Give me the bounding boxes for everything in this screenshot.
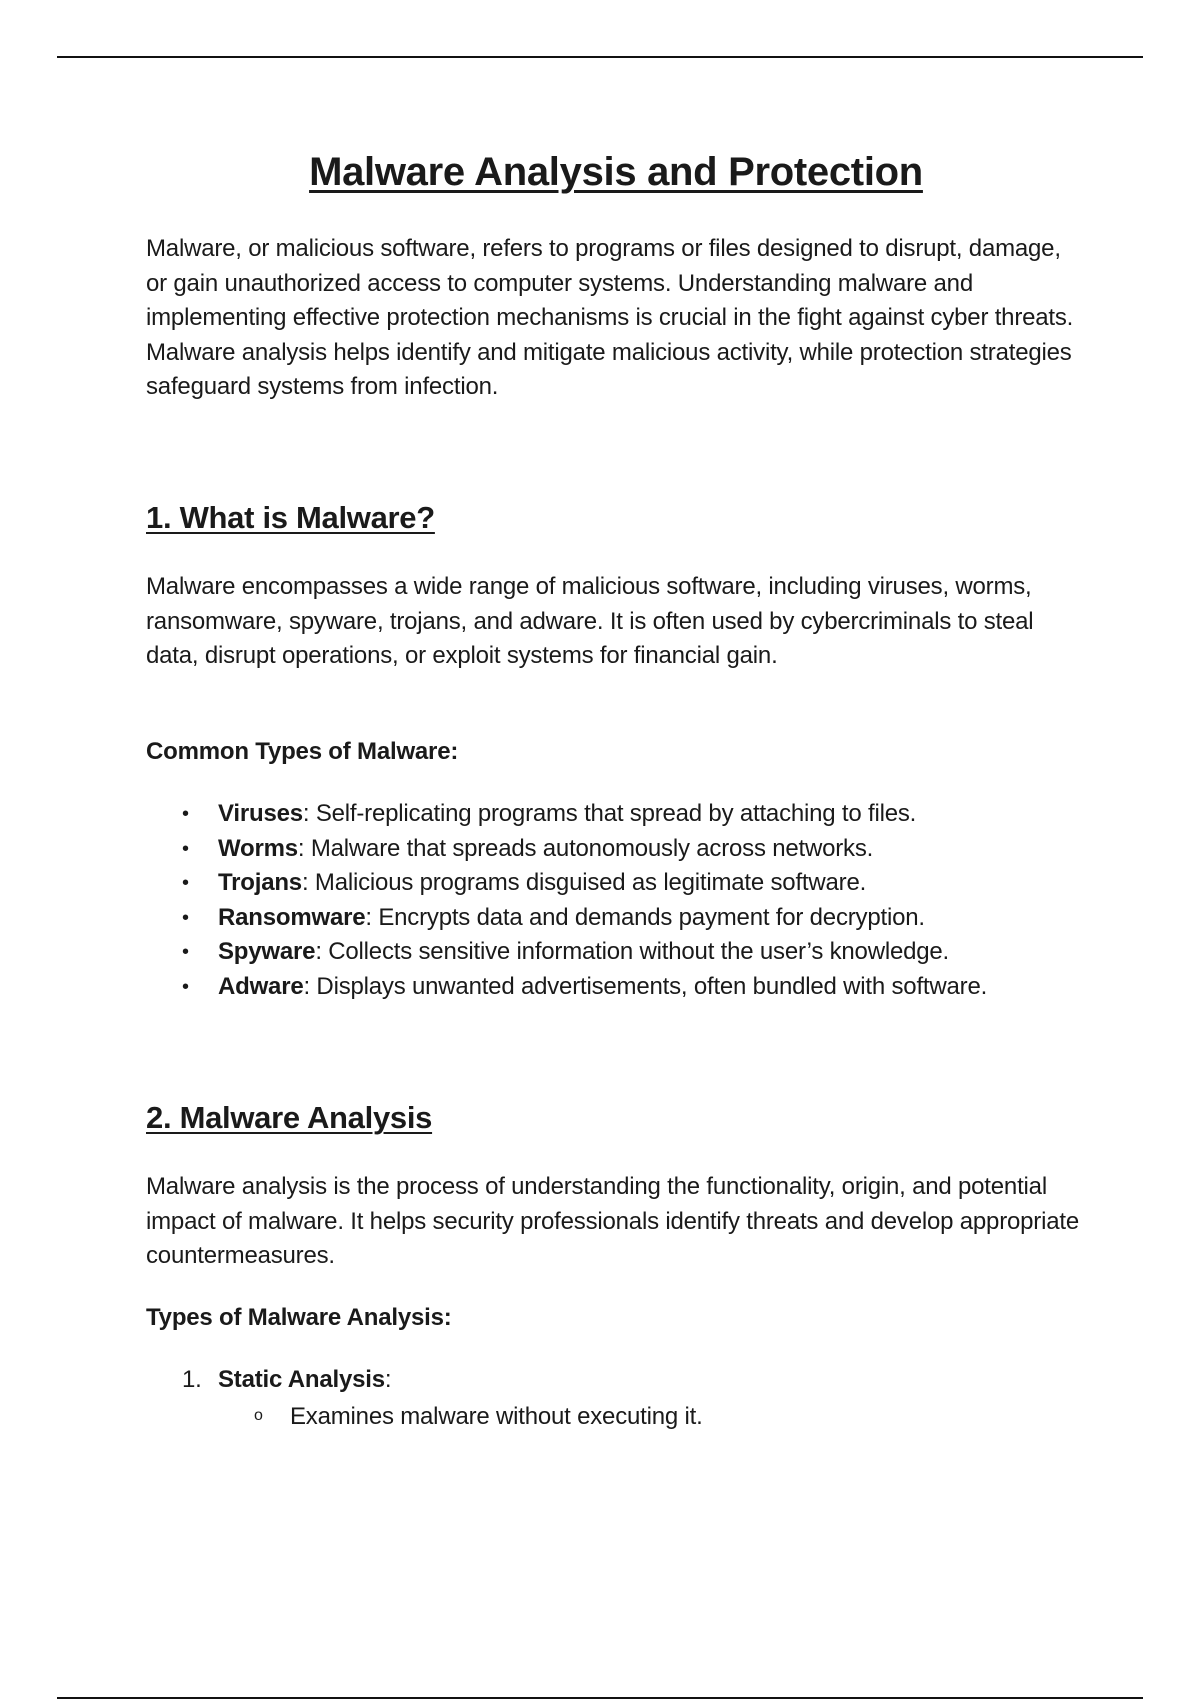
sub-bullet-icon: o xyxy=(254,1407,263,1424)
list-item xyxy=(146,866,1086,901)
analysis-type-term: Static Analysis xyxy=(218,1366,385,1393)
malware-type-term: Viruses xyxy=(218,800,303,827)
malware-type-desc: : Malware that spreads autonomously across networks. xyxy=(297,834,874,862)
malware-type-desc: : Displays unwanted advertisements, often bundled with software. xyxy=(303,972,988,1000)
malware-type-term: Adware xyxy=(218,972,304,1000)
malware-types-subheading: Common Types of Malware: xyxy=(146,738,459,765)
bullet-icon: • xyxy=(182,906,189,929)
section-1-paragraph: Malware encompasses a wide range of malicious software, including viruses, worms, ransomware, spyware, trojans, and adware. It is often used by cybercriminals to steal data, disrupt operations, or exploit systems for financial gain. xyxy=(146,573,1034,669)
list-item xyxy=(146,797,1086,832)
bullet-icon: • xyxy=(182,803,189,825)
bullet-icon: • xyxy=(182,941,189,964)
malware-type-desc: : Malicious programs disguised as legitimate software. xyxy=(301,869,867,897)
malware-type-term: Spyware xyxy=(218,938,316,966)
malware-type-desc: : Collects sensitive information without the user’s knowledge. xyxy=(315,938,950,966)
list-number: 1. xyxy=(182,1366,202,1393)
bullet-icon: • xyxy=(182,872,189,895)
analysis-sub-item-text: Examines malware without executing it. xyxy=(290,1403,703,1430)
list-item xyxy=(146,970,1086,1005)
malware-types-list xyxy=(146,797,1086,1005)
bullet-icon: • xyxy=(182,837,189,860)
analysis-types-subheading: Types of Malware Analysis: xyxy=(146,1304,452,1331)
analysis-type-label xyxy=(218,1366,391,1394)
intro-paragraph: Malware, or malicious software, refers to programs or files designed to disrupt, damage, or gain unauthorized access to computer systems. Understanding malware and implementing effective protection mechanisms is crucial in the fight against cyber threats. Malware analysis helps identify and mitigate malicious activity, while protection strategies safeguard systems from infection. xyxy=(146,235,1074,400)
malware-type-term: Ransomware xyxy=(218,903,366,931)
list-item xyxy=(146,832,1086,867)
malware-type-desc: : Encrypts data and demands payment for decryption. xyxy=(365,903,925,931)
document-title: Malware Analysis and Protection xyxy=(309,150,923,194)
list-item xyxy=(146,901,1086,936)
analysis-type-suffix: : xyxy=(384,1366,392,1393)
malware-type-term: Trojans xyxy=(218,869,302,897)
malware-type-term: Worms xyxy=(218,834,298,862)
section-2-heading: 2. Malware Analysis xyxy=(146,1100,433,1135)
bottom-rule xyxy=(57,1697,1143,1699)
section-1-heading: 1. What is Malware? xyxy=(146,500,435,535)
section-2-paragraph: Malware analysis is the process of understanding the functionality, origin, and potential impact of malware. It helps security professionals identify threats and develop appropriate countermeasures. xyxy=(146,1173,1079,1269)
list-item xyxy=(146,935,1086,970)
bullet-icon: • xyxy=(182,975,189,998)
top-rule xyxy=(57,56,1143,58)
malware-type-desc: : Self-replicating programs that spread by attaching to files. xyxy=(302,800,917,827)
